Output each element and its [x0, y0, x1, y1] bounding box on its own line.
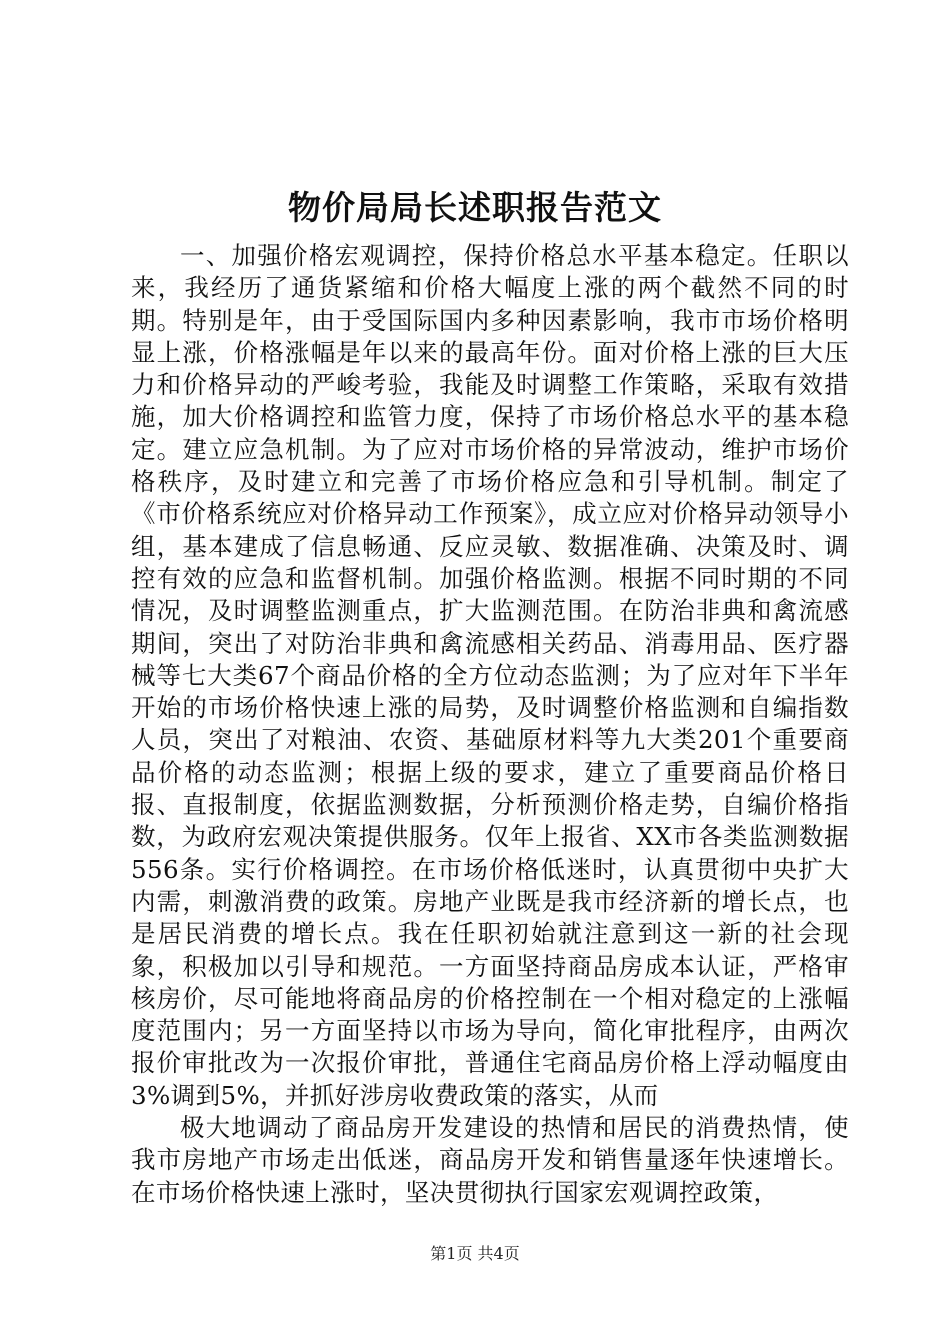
paragraph-2: 极大地调动了商品房开发建设的热情和居民的消费热情，使我市房地产市场走出低迷，商品房开发和销售量逐年快速增长。在市场价格快速上涨时，坚决贯彻执行国家宏观调控政策， [131, 1113, 849, 1207]
page-number-footer: 第1页 共4页 [430, 1244, 520, 1263]
document-title: 物价局局长述职报告范文 [288, 188, 662, 227]
document-body [131, 240, 849, 1209]
paragraph-1: 一、加强价格宏观调控，保持价格总水平基本稳定。任职以来，我经历了通货紧缩和价格大幅度上涨的两个截然不同的时期。特别是年，由于受国际国内多种因素影响，我市市场价格明显上涨，价格涨幅是年以来的最高年份。面对价格上涨的巨大压力和价格异动的严峻考验，我能及时调整工作策略，采取有效措施，加大价格调控和监管力度，保持了市场价格总水平的基本稳定。建立应急机制。为了应对市场价格的异常波动，维护市场价格秩序，及时建立和完善了市场价格应急和引导机制。制定了《市价格系统应对价格异动工作预案》，成立应对价格异动领导小组，基本建成了信息畅通、反应灵敏、数据准确、决策及时、调控有效的应急和监督机制。加强价格监测。根据不同时期的不同情况，及时调整监测重点，扩大监测范围。在防治非典和禽流感期间，突出了对防治非典和禽流感相关药品、消毒用品、医疗器械等七大类67个商品价格的全方位动态监测；为了应对年下半年开始的市场价格快速上涨的局势，及时调整价格监测和自编指数人员，突出了对粮油、农资、基础原材料等九大类201个重要商品价格的动态监测；根据上级的要求，建立了重要商品价格日报、直报制度，依据监测数据，分析预测价格走势，自编价格指数，为政府宏观决策提供服务。仅年上报省、XX市各类监测数据556条。实行价格调控。在市场价格低迷时，认真贯彻中央扩大内需，刺激消费的政策。房地产业既是我市经济新的增长点，也是居民消费的增长点。我在任职初始就注意到这一新的社会现象，积极加以引导和规范。一方面坚持商品房成本认证，严格审核房价，尽可能地将商品房的价格控制在一个相对稳定的上涨幅度范围内；另一方面坚持以市场为导向，简化审批程序，由两次报价审批改为一次报价审批，普通住宅商品房价格上浮动幅度由3%调到5%，并抓好涉房收费政策的落实，从而 [131, 241, 849, 1110]
